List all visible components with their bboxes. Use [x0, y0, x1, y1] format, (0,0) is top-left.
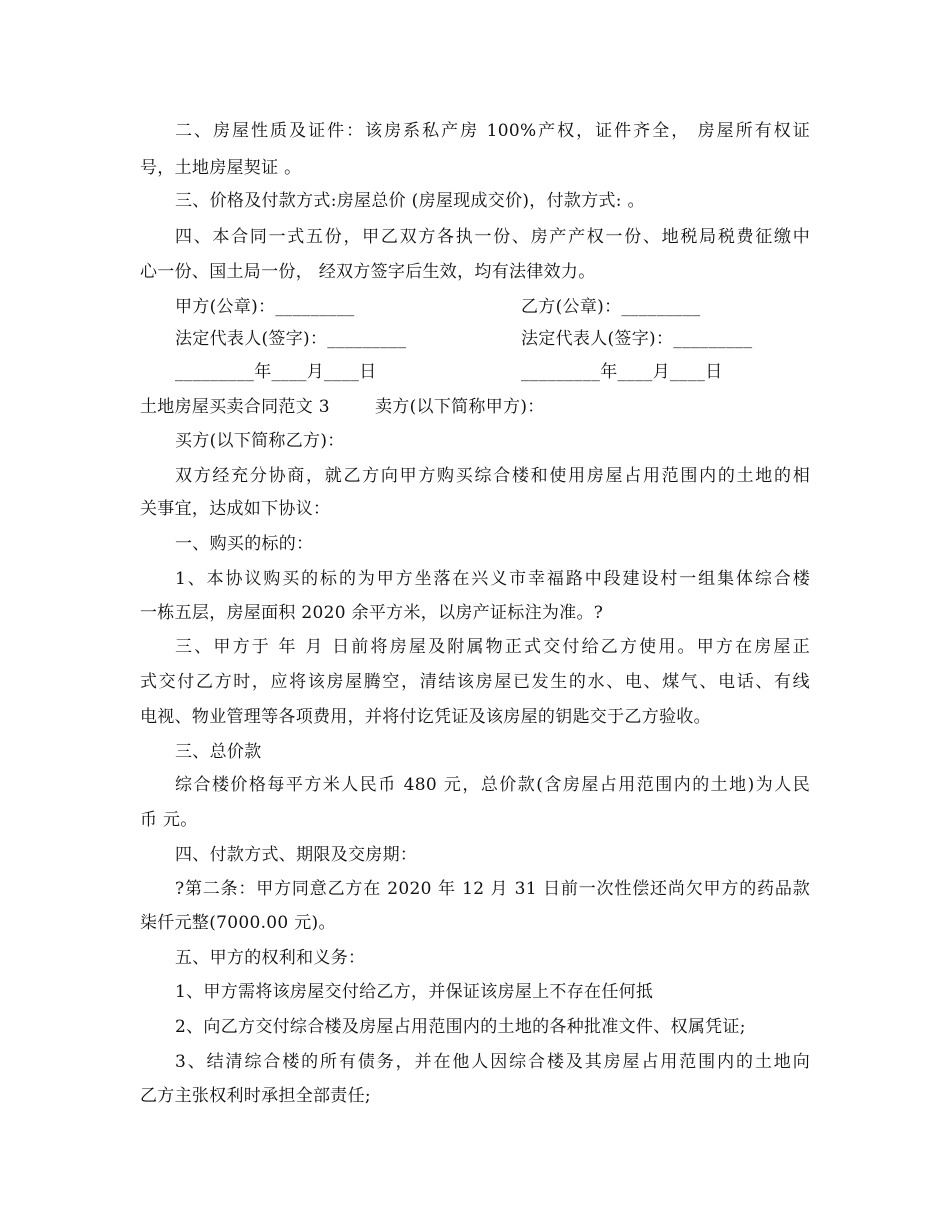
paragraph-line: 综合楼价格每平方米人民币 480 元，总价款(含房屋占用范围内的土地)为人民 — [175, 775, 810, 795]
paragraph-line: ?第二条：甲方同意乙方在 2020 年 12 月 31 日前一次性偿还尚欠甲方的药品款 — [175, 879, 810, 899]
paragraph-line: 一栋五层，房屋面积 2020 余平方米，以房产证标注为准。? — [140, 603, 604, 623]
section-title: 土地房屋买卖合同范文 3 — [140, 397, 330, 417]
paragraph-line: 关事宜，达成如下协议： — [140, 499, 331, 519]
paragraph-line: 电视、物业管理等各项费用，并将付讫凭证及该房屋的钥匙交于乙方验收。 — [140, 707, 711, 727]
paragraph-line: 五、甲方的权利和义务： — [175, 948, 366, 968]
paragraph-line: 币 元。 — [140, 810, 198, 830]
paragraph-line: 1、本协议购买的标的为甲方坐落在兴义市幸福路中段建设村一组集体综合楼 — [175, 569, 810, 589]
paragraph-line: 2、向乙方交付综合楼及房屋占用范围内的土地的各种批准文件、权属凭证; — [175, 1017, 746, 1037]
paragraph-line: 乙方主张权利时承担全部责任; — [140, 1086, 371, 1106]
seller-label: 卖方(以下简称甲方)： — [375, 397, 545, 417]
paragraph-line: 四、付款方式、期限及交房期： — [175, 845, 418, 865]
paragraph-line: 心一份、国土局一份， 经双方签字后生效，均有法律效力。 — [140, 262, 596, 282]
paragraph-line: 三、总价款 — [175, 742, 262, 762]
paragraph-line: 双方经充分协商，就乙方向甲方购买综合楼和使用房屋占用范围内的土地的相 — [175, 466, 810, 486]
paragraph-line: 四、本合同一式五份，甲乙双方各执一份、房产产权一份、地税局税费征缴中 — [175, 227, 810, 247]
party-b-representative: 法定代表人(签字)：_________ — [521, 329, 753, 349]
party-b-date: _________年____月____日 — [521, 362, 723, 382]
paragraph-line: 一、购买的标的： — [175, 534, 314, 554]
paragraph-line: 式交付乙方时，应将该房屋腾空，清结该房屋已发生的水、电、煤气、电话、有线 — [140, 672, 810, 692]
party-a-date: _________年____月____日 — [175, 362, 377, 382]
paragraph-line: 二、房屋性质及证件：该房系私产房 100%产权，证件齐全， 房屋所有权证 — [175, 121, 810, 141]
paragraph-line: 三、价格及付款方式:房屋总价 (房屋现成交价)，付款方式: 。 — [175, 191, 645, 211]
paragraph-line: 1、甲方需将该房屋交付给乙方，并保证该房屋上不存在任何抵 — [175, 982, 654, 1002]
paragraph-line: 买方(以下简称乙方)： — [175, 431, 345, 451]
paragraph-line: 号，土地房屋契证 。 — [140, 158, 302, 178]
paragraph-line: 柒仟元整(7000.00 元)。 — [140, 913, 336, 933]
party-a-representative: 法定代表人(签字)：_________ — [175, 329, 407, 349]
party-b-seal: 乙方(公章)：_________ — [521, 297, 701, 317]
party-a-seal: 甲方(公章)：_________ — [175, 297, 355, 317]
paragraph-line: 三、甲方于 年 月 日前将房屋及附属物正式交付给乙方使用。甲方在房屋正 — [175, 637, 810, 657]
paragraph-line: 3、结清综合楼的所有债务，并在他人因综合楼及其房屋占用范围内的土地向 — [175, 1052, 810, 1072]
